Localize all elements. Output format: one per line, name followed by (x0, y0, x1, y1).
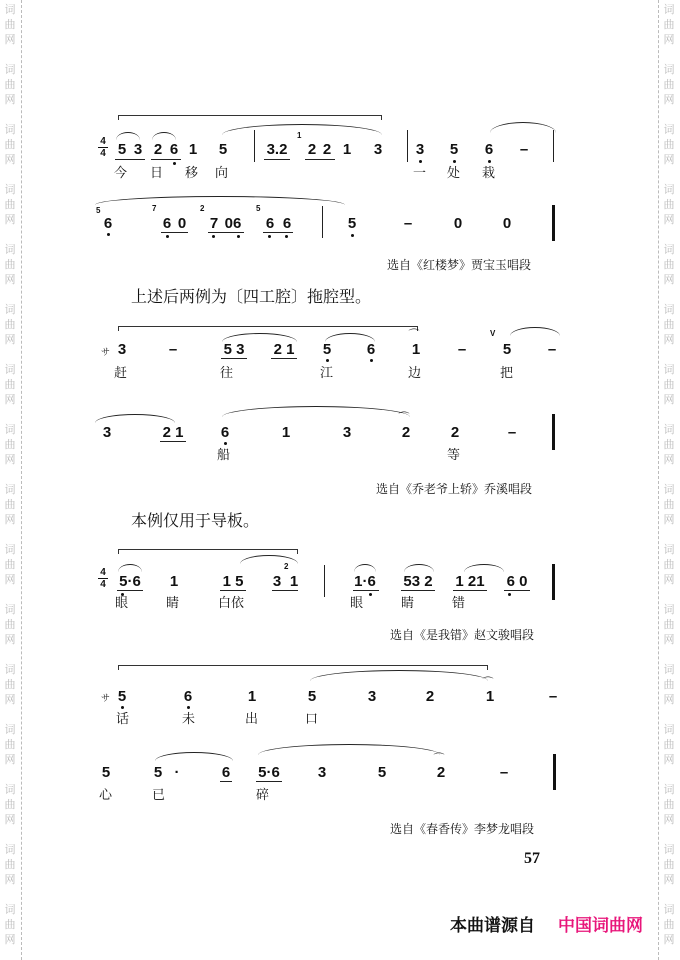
underline (115, 159, 145, 160)
lyric: 处 (447, 166, 461, 181)
footer-site-link[interactable]: 中国词曲网 (558, 916, 643, 936)
note: 3 (117, 341, 127, 358)
fermata-icon: ⌒ (433, 752, 445, 765)
note: 53 2 (403, 573, 433, 590)
note: 6 (221, 764, 231, 781)
slur (222, 124, 382, 135)
bar-line (254, 130, 255, 162)
grace-note: 2 (284, 562, 289, 571)
low-dot (488, 160, 491, 163)
watermark-text: 词 曲 网 (4, 3, 16, 46)
watermark-text: 词 曲 网 (663, 243, 675, 286)
watermark-text: 词 曲 网 (663, 723, 675, 766)
watermark-text: 词 曲 网 (4, 423, 16, 466)
watermark-text: 词 曲 网 (4, 663, 16, 706)
dash: – (168, 341, 178, 358)
note: 5 (449, 141, 459, 158)
underline (264, 159, 290, 160)
watermark-text: 词 曲 网 (4, 543, 16, 586)
underline (256, 781, 282, 782)
slur (116, 132, 140, 140)
watermark-text: 词 曲 网 (663, 423, 675, 466)
note: 1 5 (222, 573, 244, 590)
watermark-text: 词 曲 网 (663, 783, 675, 826)
phrase-bracket (118, 326, 418, 331)
fermata-icon: ⌒ (398, 411, 410, 424)
watermark-text: 词 曲 网 (663, 3, 675, 46)
paragraph: 上述后两例为〔四工腔〕拖腔型。 (131, 287, 372, 306)
underline (117, 590, 143, 591)
low-dot (370, 359, 373, 362)
grace-note: 2 (200, 204, 205, 213)
underline (220, 781, 232, 782)
note: 3 (342, 424, 352, 441)
watermark-text: 词 曲 网 (663, 663, 675, 706)
note: 3 (367, 688, 377, 705)
note: 3 (133, 141, 143, 158)
watermark-text: 词 曲 网 (4, 843, 16, 886)
note: 6 (162, 215, 172, 232)
low-dot (369, 593, 372, 596)
note: 6 (169, 141, 179, 158)
slur (95, 414, 175, 423)
phrase-bracket (118, 549, 298, 554)
note: 6 (220, 424, 230, 441)
lyric: 错 (452, 596, 466, 611)
note: 6 (183, 688, 193, 705)
lyric: 睛 (166, 596, 180, 611)
dot-extension: · (174, 764, 180, 781)
lyric: 睛 (401, 596, 415, 611)
page-number: 57 (524, 850, 540, 867)
end-bar-line (552, 414, 555, 450)
breath-mark: V (490, 329, 496, 338)
watermark-text: 词 曲 网 (663, 483, 675, 526)
lyric: 等 (447, 448, 461, 463)
dash: – (499, 764, 509, 781)
underline (305, 159, 335, 160)
rest: 0 (502, 215, 512, 232)
note: 6 (265, 215, 275, 232)
watermark-text: 词 曲 网 (663, 603, 675, 646)
note: 1 (169, 573, 179, 590)
slur (490, 122, 556, 133)
end-bar-line (553, 754, 556, 790)
underline (221, 358, 247, 359)
underline (263, 232, 293, 233)
end-bar-line (552, 564, 555, 600)
note: 5 (218, 141, 228, 158)
watermark-text: 词 曲 网 (4, 603, 16, 646)
note: 2 (401, 424, 411, 441)
watermark-text: 词 曲 网 (663, 303, 675, 346)
watermark-text: 词 曲 网 (4, 903, 16, 946)
low-dot (326, 359, 329, 362)
lyric: 移 (185, 166, 199, 181)
note: 5 (307, 688, 317, 705)
note: 1·6 (354, 573, 376, 590)
lyric: 船 (217, 448, 231, 463)
right-watermark-column (659, 0, 679, 960)
underline (160, 441, 186, 442)
slur (222, 406, 410, 417)
footer-prefix: 本曲谱源自 (450, 916, 535, 936)
note: 5 (502, 341, 512, 358)
watermark-text: 词 曲 网 (4, 243, 16, 286)
lyric: 今 (114, 166, 128, 181)
lyric: 口 (305, 712, 319, 727)
underline (220, 590, 246, 591)
lyric: 边 (408, 366, 422, 381)
note: 2 (450, 424, 460, 441)
low-dot (453, 160, 456, 163)
low-dot (187, 706, 190, 709)
underline (504, 590, 530, 591)
note: 5 (347, 215, 357, 232)
note: 2 (307, 141, 317, 158)
left-dashed-border (21, 0, 22, 960)
note: 5 (377, 764, 387, 781)
slur (240, 555, 298, 564)
fermata-icon: ⌒ (482, 676, 494, 689)
slur (118, 564, 142, 572)
grace-note: 7 (152, 204, 157, 213)
lyric: 心 (99, 788, 113, 803)
watermark-text: 词 曲 网 (663, 903, 675, 946)
underline (272, 590, 298, 591)
note: 6 (103, 215, 113, 232)
lyric: 白依 (218, 596, 245, 611)
slur (310, 670, 488, 681)
low-dot (121, 706, 124, 709)
slur (464, 564, 504, 572)
note: 5 3 (223, 341, 245, 358)
note: 7 (209, 215, 219, 232)
note: 3 (373, 141, 383, 158)
low-dot (224, 442, 227, 445)
phrase-bracket (118, 115, 382, 120)
fermata-icon: ⌒ (408, 328, 420, 341)
dash: – (519, 141, 529, 158)
watermark-text: 词 曲 网 (663, 183, 675, 226)
watermark-text: 词 曲 网 (4, 303, 16, 346)
note: 5 (153, 764, 163, 781)
watermark-text: 词 曲 网 (4, 63, 16, 106)
lyric: 江 (320, 366, 334, 381)
underline (401, 590, 435, 591)
underline (453, 590, 487, 591)
rest: 0 (453, 215, 463, 232)
sanban-mark: サ (101, 694, 111, 704)
low-dot (212, 235, 215, 238)
phrase-bracket (118, 665, 488, 670)
lyric: 已 (152, 788, 166, 803)
note: 1 (188, 141, 198, 158)
time-signature: 4 4 (98, 137, 108, 158)
note: 3.2 (266, 141, 288, 158)
slur (510, 327, 560, 336)
low-dot (166, 235, 169, 238)
dash: – (403, 215, 413, 232)
lyric: 赶 (114, 366, 128, 381)
note: 3 (415, 141, 425, 158)
note: 1 21 (455, 573, 485, 590)
note: 5 (322, 341, 332, 358)
left-watermark-column (0, 0, 20, 960)
lyric: 栽 (482, 166, 496, 181)
lyric: 未 (182, 712, 196, 727)
note: 2 (322, 141, 332, 158)
dash: – (457, 341, 467, 358)
watermark-text: 词 曲 网 (663, 843, 675, 886)
low-dot (419, 160, 422, 163)
note: 2 (425, 688, 435, 705)
note: 6 (282, 215, 292, 232)
grace-note: 5 (96, 206, 101, 215)
note: 3 (317, 764, 327, 781)
dash: – (547, 341, 557, 358)
note: 3 (272, 573, 282, 590)
note: 2 (153, 141, 163, 158)
lyric: 向 (215, 166, 229, 181)
lyric: 眼 (115, 596, 129, 611)
paragraph: 本例仅用于导板。 (131, 511, 260, 530)
lyric: 碎 (256, 788, 270, 803)
low-dot (173, 162, 176, 165)
low-dot (268, 235, 271, 238)
underline (353, 590, 379, 591)
note: 1 (247, 688, 257, 705)
note: 06 (224, 215, 242, 232)
watermark-text: 词 曲 网 (4, 183, 16, 226)
underline (151, 159, 181, 160)
grace-note: 5 (256, 204, 261, 213)
slur (155, 752, 233, 761)
source-citation: 选自《是我错》赵文骏唱段 (390, 628, 535, 642)
note: 1 (411, 341, 421, 358)
note: 6 (366, 341, 376, 358)
lyric: 往 (220, 366, 234, 381)
lyric: 出 (245, 712, 259, 727)
slur (152, 132, 176, 140)
note: 1 (281, 424, 291, 441)
note: 1 (342, 141, 352, 158)
slur (404, 564, 434, 572)
note: 5 (117, 141, 127, 158)
bar-line (322, 206, 323, 238)
watermark-text: 词 曲 网 (663, 123, 675, 166)
note: 6 0 (506, 573, 528, 590)
watermark-text: 词 曲 网 (4, 723, 16, 766)
watermark-text: 词 曲 网 (663, 63, 675, 106)
dash: – (548, 688, 558, 705)
watermark-text: 词 曲 网 (4, 483, 16, 526)
watermark-text: 词 曲 网 (663, 363, 675, 406)
time-signature: 4 4 (98, 568, 108, 589)
note: 6 (484, 141, 494, 158)
slur (258, 744, 440, 755)
dash: – (507, 424, 517, 441)
lyric: 眼 (350, 596, 364, 611)
note: 5 (101, 764, 111, 781)
underline (208, 232, 244, 233)
underline (271, 358, 297, 359)
note: 1 (289, 573, 299, 590)
slur (354, 564, 376, 572)
bar-line (324, 565, 325, 597)
low-dot (508, 593, 511, 596)
watermark-text: 词 曲 网 (663, 543, 675, 586)
source-citation: 选自《春香传》李梦龙唱段 (390, 822, 535, 836)
slur (95, 196, 345, 205)
low-dot (107, 233, 110, 236)
note: 5 (117, 688, 127, 705)
note: 5·6 (119, 573, 141, 590)
source-citation: 选自《红楼梦》贾宝玉唱段 (387, 258, 532, 272)
lyric: 把 (500, 366, 514, 381)
note: 2 1 (273, 341, 295, 358)
note: 0 (177, 215, 187, 232)
note: 3 (102, 424, 112, 441)
lyric: 日 (150, 166, 164, 181)
watermark-text: 词 曲 网 (4, 363, 16, 406)
lyric: 话 (116, 712, 130, 727)
bar-line (407, 130, 408, 162)
grace-note: 1 (297, 131, 302, 140)
underline (161, 232, 188, 233)
note: 2 1 (162, 424, 184, 441)
source-citation: 选自《乔老爷上轿》乔溪唱段 (376, 482, 533, 496)
low-dot (285, 235, 288, 238)
bar-line (553, 130, 554, 162)
end-bar-line (552, 205, 555, 241)
lyric: 一 (413, 166, 427, 181)
note: 2 (436, 764, 446, 781)
low-dot (237, 235, 240, 238)
watermark-text: 词 曲 网 (4, 123, 16, 166)
low-dot (351, 234, 354, 237)
watermark-text: 词 曲 网 (4, 783, 16, 826)
note: 5·6 (258, 764, 280, 781)
note: 1 (485, 688, 495, 705)
sanban-mark: サ (101, 348, 111, 358)
